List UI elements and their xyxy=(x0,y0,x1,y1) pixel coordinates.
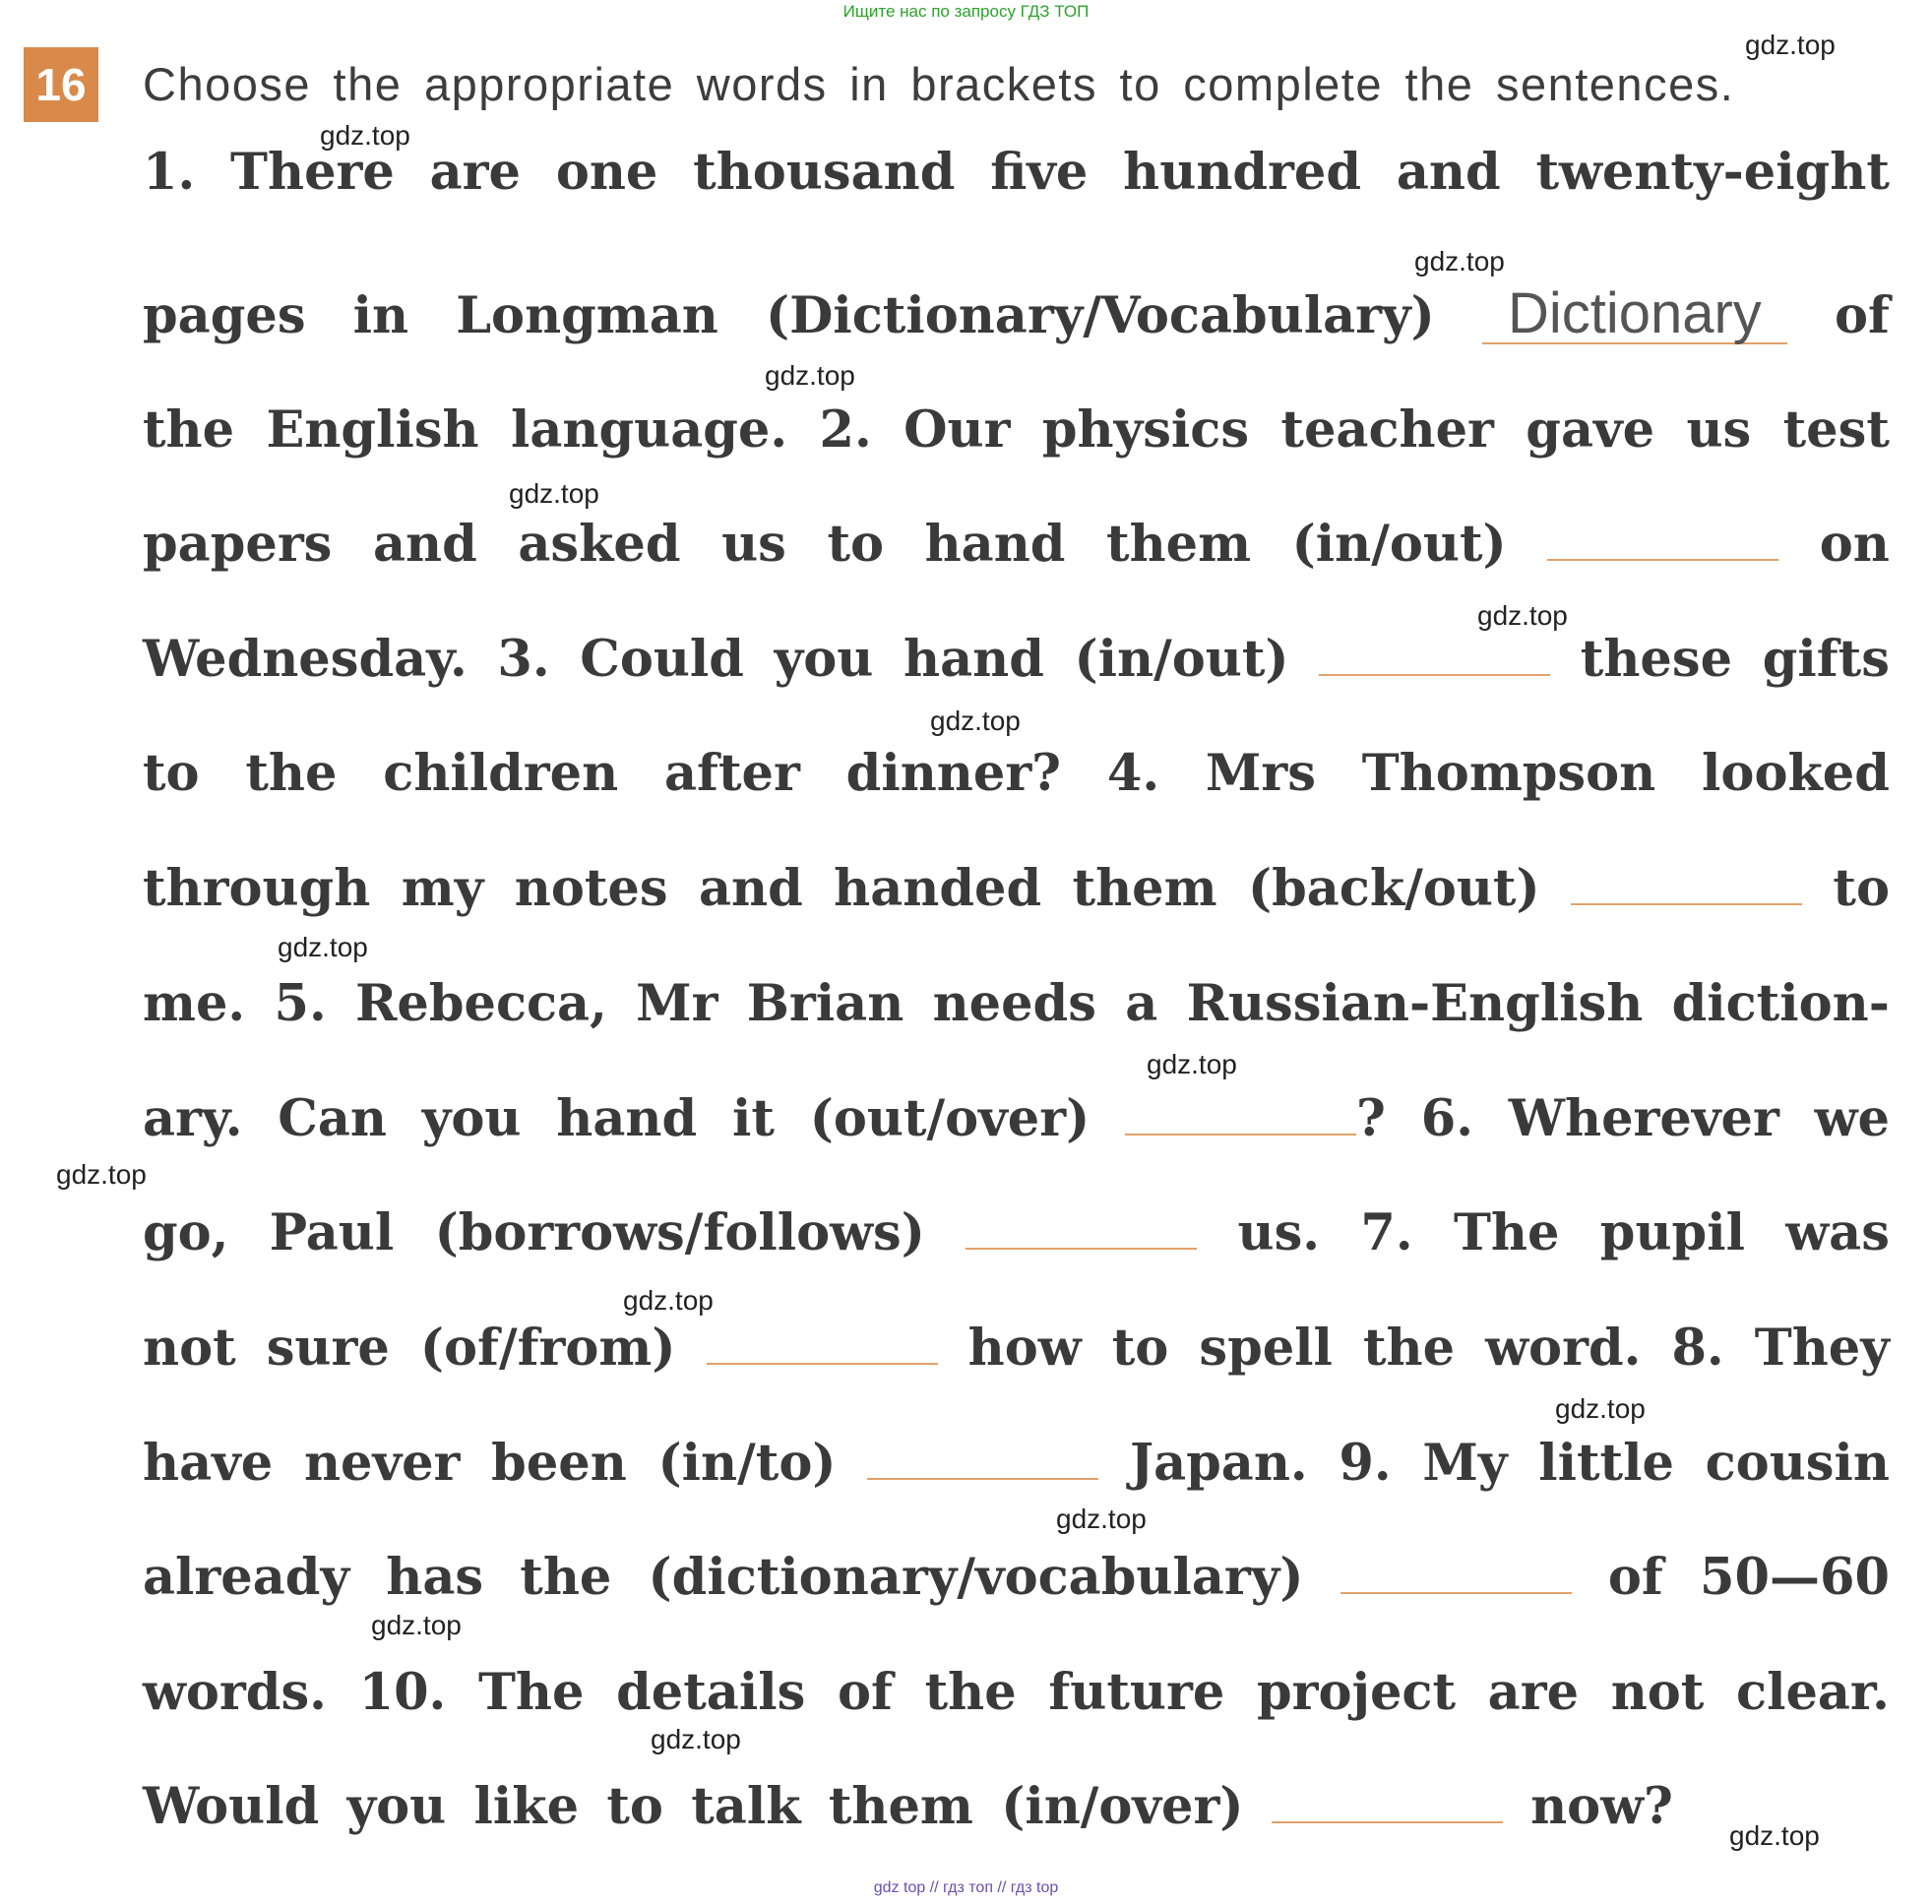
word: of xyxy=(1834,286,1890,345)
word: us. xyxy=(1237,1203,1321,1262)
word: the xyxy=(924,1663,1017,1722)
text-line xyxy=(143,1663,1890,1732)
word: pages xyxy=(143,286,306,345)
word: them xyxy=(828,1777,973,1836)
word: (in/over) xyxy=(1001,1777,1244,1836)
word: Longman xyxy=(456,286,718,345)
word: Rebecca, xyxy=(355,974,607,1033)
word: never xyxy=(303,1434,461,1493)
word: (borrows/follows) xyxy=(434,1203,925,1262)
watermark: gdz.top xyxy=(651,1724,741,1754)
word: little xyxy=(1538,1434,1674,1493)
word: go, xyxy=(143,1203,229,1262)
word: it xyxy=(731,1089,775,1148)
word: 7. xyxy=(1360,1203,1413,1262)
watermark: gdz.top xyxy=(320,120,410,151)
word: diction- xyxy=(1671,974,1890,1033)
word: and xyxy=(698,859,803,918)
text-line xyxy=(143,744,1890,813)
watermark: gdz.top xyxy=(1745,30,1836,60)
word: There xyxy=(230,143,395,202)
answer-blank-1[interactable]: Dictionary xyxy=(1482,285,1787,344)
word: papers xyxy=(143,515,333,574)
word: are xyxy=(1487,1663,1580,1722)
word: words. xyxy=(143,1663,327,1722)
word: gave xyxy=(1526,400,1655,460)
watermark: gdz.top xyxy=(371,1610,462,1640)
word: Can xyxy=(278,1089,387,1148)
text-line xyxy=(143,515,1890,583)
word: has xyxy=(386,1548,484,1607)
word: Japan. xyxy=(1129,1434,1308,1493)
word: have xyxy=(143,1434,274,1493)
answer-blank-6[interactable] xyxy=(966,1247,1197,1250)
word: hand xyxy=(904,630,1044,689)
word: you xyxy=(346,1777,447,1836)
word: handed xyxy=(834,859,1042,918)
word: They xyxy=(1754,1319,1890,1378)
answer-blank-8[interactable] xyxy=(867,1477,1098,1480)
word: (out/over) xyxy=(809,1089,1091,1148)
answer-blank-4[interactable] xyxy=(1571,902,1802,905)
watermark: gdz.top xyxy=(509,478,599,509)
text-line xyxy=(143,1777,1673,1846)
word: my xyxy=(401,859,484,918)
word: project xyxy=(1256,1663,1457,1722)
watermark: gdz.top xyxy=(278,932,368,962)
word: English xyxy=(266,400,479,460)
word: ? xyxy=(1356,1089,1386,1148)
word: 3. xyxy=(497,630,550,689)
word: how xyxy=(967,1319,1082,1378)
word: 9. xyxy=(1339,1434,1392,1493)
word: sure xyxy=(266,1319,390,1378)
word: through xyxy=(143,859,371,918)
word: and xyxy=(1396,143,1501,202)
word: of xyxy=(837,1663,893,1722)
word: the xyxy=(520,1548,612,1607)
word: we xyxy=(1814,1089,1890,1148)
watermark: gdz.top xyxy=(765,360,855,391)
word: 1. xyxy=(143,143,196,202)
word: pupil xyxy=(1599,1203,1745,1262)
text-line xyxy=(143,281,1890,354)
word: (back/out) xyxy=(1247,859,1540,918)
word: spell xyxy=(1199,1319,1333,1378)
word: 8. xyxy=(1671,1319,1724,1378)
watermark: gdz.top xyxy=(930,706,1021,736)
word: 50—60 xyxy=(1699,1548,1890,1607)
word: not xyxy=(1610,1663,1705,1722)
word: one xyxy=(555,143,658,202)
word: to xyxy=(827,515,885,574)
word: (in/to) xyxy=(657,1434,837,1493)
word: hand xyxy=(924,515,1066,574)
watermark: gdz.top xyxy=(1729,1820,1820,1851)
word: (in/out) xyxy=(1291,515,1507,574)
text-line xyxy=(143,1319,1890,1387)
word: language. xyxy=(510,400,788,460)
text-line xyxy=(143,630,1890,699)
word: to xyxy=(1833,859,1890,918)
word: the xyxy=(1363,1319,1456,1378)
word: future xyxy=(1048,1663,1225,1722)
word: looked xyxy=(1702,744,1890,803)
watermark: gdz.top xyxy=(1414,246,1505,276)
text-line xyxy=(143,1203,1890,1272)
word: them xyxy=(1106,515,1252,574)
word: the xyxy=(245,744,338,803)
word: 2. xyxy=(819,400,872,460)
word: me. xyxy=(143,974,246,1033)
word: ary. xyxy=(143,1089,243,1148)
watermark: gdz.top xyxy=(1477,600,1568,631)
word: them xyxy=(1072,859,1217,918)
answer-blank-2[interactable] xyxy=(1547,558,1778,561)
word: like xyxy=(473,1777,580,1836)
word: Brian xyxy=(746,974,904,1033)
word: to xyxy=(143,744,200,803)
word: on xyxy=(1819,515,1890,574)
text-line xyxy=(143,1089,1890,1158)
word: five xyxy=(990,143,1089,202)
word: needs xyxy=(932,974,1096,1033)
word: Paul xyxy=(269,1203,395,1262)
word: hand xyxy=(556,1089,698,1148)
text-line xyxy=(143,400,1890,469)
word: 10. xyxy=(358,1663,447,1722)
word: (in/out) xyxy=(1074,630,1289,689)
word: Mr xyxy=(636,974,718,1033)
word: was xyxy=(1785,1203,1890,1262)
word: dinner? xyxy=(845,744,1062,803)
answer-blank-5[interactable] xyxy=(1125,1133,1356,1136)
word: us xyxy=(721,515,786,574)
answer-blank-10[interactable] xyxy=(1272,1820,1503,1823)
text-line xyxy=(143,1434,1890,1503)
word: Wednesday. xyxy=(143,630,467,689)
watermark: gdz.top xyxy=(623,1285,714,1316)
word: Mrs xyxy=(1205,744,1316,803)
word: My xyxy=(1422,1434,1508,1493)
word: notes xyxy=(514,859,668,918)
word: 6. xyxy=(1420,1089,1473,1148)
word: teacher xyxy=(1280,400,1494,460)
word: gifts xyxy=(1762,630,1890,689)
word: in xyxy=(352,286,409,345)
word: after xyxy=(664,744,800,803)
exercise-number-badge: 16 xyxy=(24,47,98,122)
word: details xyxy=(616,1663,806,1722)
word: physics xyxy=(1041,400,1250,460)
text-line xyxy=(143,143,1890,212)
word: hundred xyxy=(1123,143,1362,202)
watermark: gdz.top xyxy=(1056,1504,1147,1534)
word: (of/from) xyxy=(419,1319,676,1378)
word: asked xyxy=(518,515,681,574)
text-line xyxy=(143,859,1890,928)
word: The xyxy=(1453,1203,1560,1262)
word: The xyxy=(477,1663,585,1722)
word: a xyxy=(1125,974,1158,1033)
word: you xyxy=(774,630,874,689)
answer-blank-9[interactable] xyxy=(1340,1591,1572,1594)
answer-blank-7[interactable] xyxy=(707,1362,938,1365)
word: these xyxy=(1580,630,1733,689)
blank-with-question xyxy=(1125,1089,1386,1148)
word: test xyxy=(1782,400,1890,460)
top-banner[interactable]: Ищите нас по запросу ГДЗ ТОП xyxy=(842,2,1090,21)
word: been xyxy=(491,1434,627,1493)
word: of xyxy=(1607,1548,1663,1607)
word: Thompson xyxy=(1361,744,1656,803)
word: are xyxy=(429,143,522,202)
word: children xyxy=(383,744,619,803)
text-line xyxy=(143,1548,1890,1617)
word: now? xyxy=(1530,1777,1673,1836)
watermark: gdz.top xyxy=(1555,1393,1646,1424)
word: Russian-English xyxy=(1186,974,1644,1033)
word: Could xyxy=(580,630,744,689)
watermark: gdz.top xyxy=(56,1159,147,1190)
word: to xyxy=(1111,1319,1169,1378)
word: (dictionary/vocabulary) xyxy=(648,1548,1304,1607)
word: cousin xyxy=(1705,1434,1890,1493)
word: Wherever xyxy=(1508,1089,1779,1148)
answer-blank-3[interactable] xyxy=(1319,673,1550,676)
word: clear. xyxy=(1736,1663,1890,1722)
bottom-banner[interactable]: gdz top // гдз топ // гдз top xyxy=(873,1879,1059,1896)
exercise-instruction: Choose the appropriate words in brackets to complete the sentences. xyxy=(143,58,1735,110)
watermark: gdz.top xyxy=(1147,1049,1237,1079)
word: already xyxy=(143,1548,350,1607)
word: word. xyxy=(1485,1319,1642,1378)
word: 4. xyxy=(1106,744,1160,803)
word: Our xyxy=(904,400,1011,460)
text-line xyxy=(143,974,1890,1043)
word: Would xyxy=(143,1777,320,1836)
word: (Dictionary/Vocabulary) xyxy=(766,286,1435,345)
word: you xyxy=(421,1089,522,1148)
word: 5. xyxy=(274,974,327,1033)
word: talk xyxy=(691,1777,801,1836)
word: twenty-eight xyxy=(1535,143,1890,202)
word: the xyxy=(143,400,235,460)
word: us xyxy=(1686,400,1752,460)
word: not xyxy=(143,1319,236,1378)
word: and xyxy=(372,515,477,574)
word: to xyxy=(606,1777,663,1836)
word: thousand xyxy=(693,143,956,202)
